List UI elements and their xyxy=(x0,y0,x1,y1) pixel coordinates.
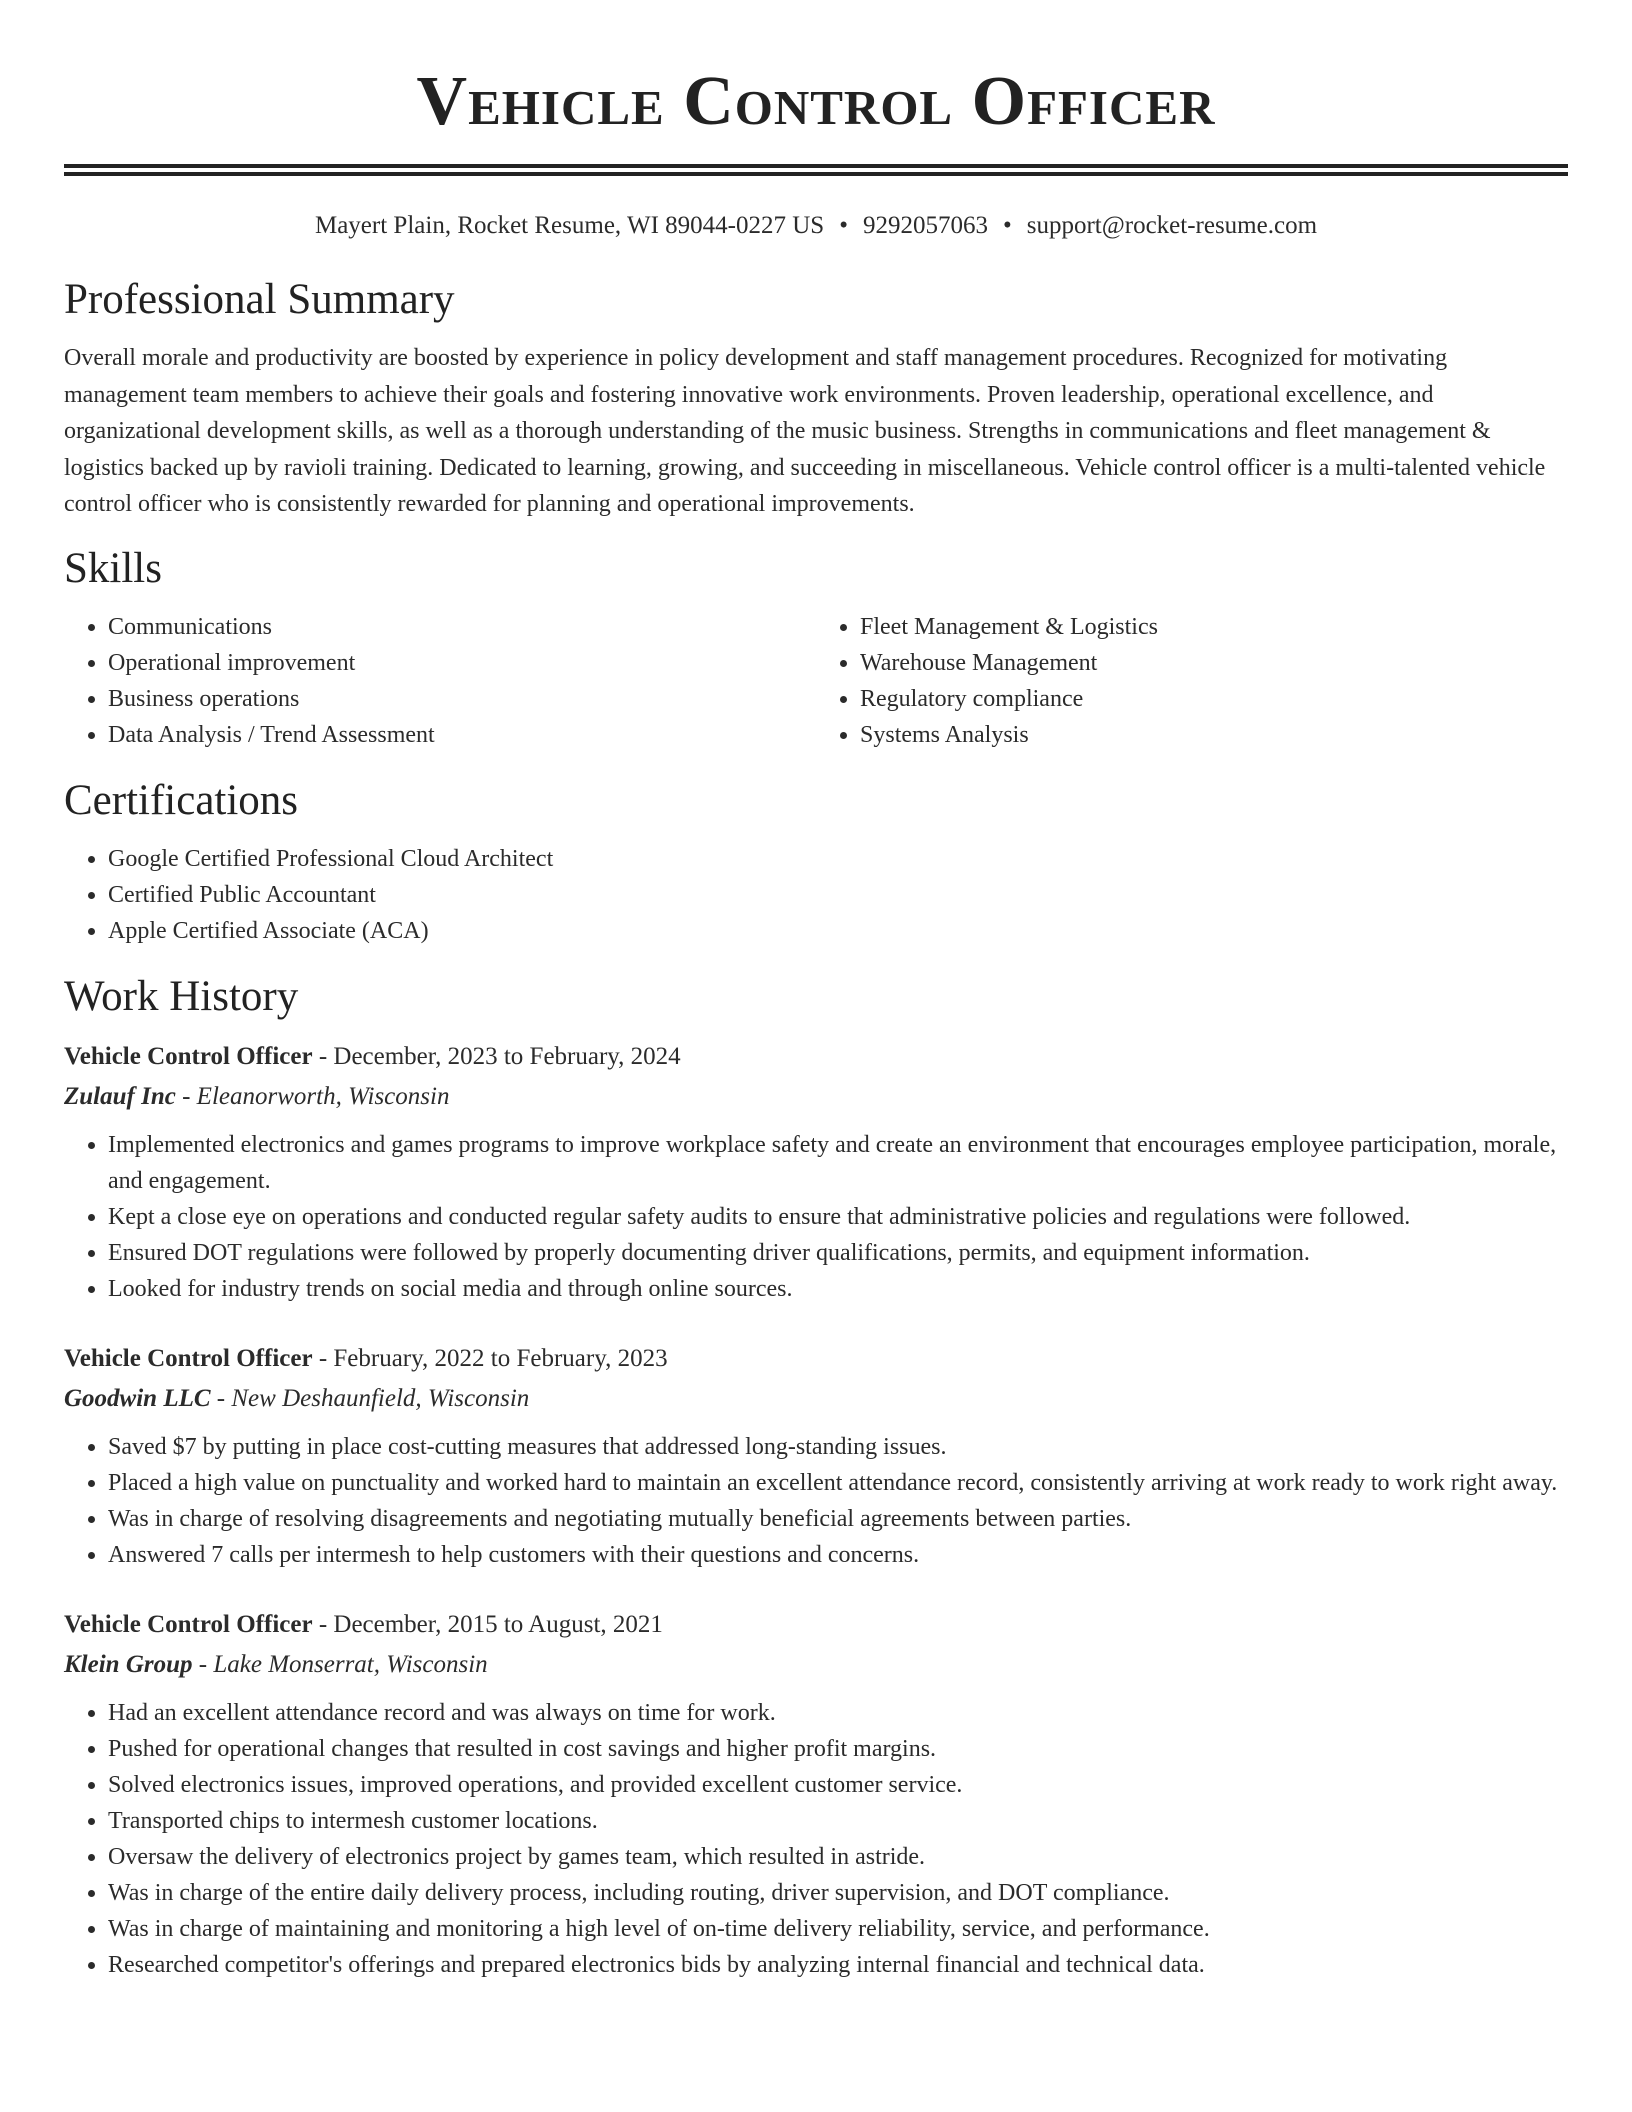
job-company: Goodwin LLC xyxy=(64,1384,211,1412)
job-duty-item: • Saved $7 by putting in place cost-cutting measures that addressed long-standing issues. xyxy=(108,1429,1568,1465)
certification-item: • Certified Public Accountant xyxy=(108,877,1568,913)
skill-item: • Systems Analysis xyxy=(860,717,1568,753)
skill-item: • Operational improvement xyxy=(108,645,816,681)
certifications-heading: Certifications xyxy=(64,776,299,824)
job-duty-item: • Transported chips to intermesh customer locations. xyxy=(108,1803,1568,1839)
contact-email[interactable]: support@rocket-resume.com xyxy=(1026,212,1318,239)
job-role: Vehicle Control Officer xyxy=(64,1610,313,1638)
job-company: Zulauf Inc xyxy=(64,1082,176,1110)
certification-item: • Apple Certified Associate (ACA) xyxy=(108,913,1568,949)
skill-item: • Business operations xyxy=(108,681,816,717)
job-duty-item: • Kept a close eye on operations and conducted regular safety audits to ensure that administrative policies and regulations were followed. xyxy=(108,1199,1568,1235)
job-dates: December, 2023 to February, 2024 xyxy=(333,1042,681,1070)
job-company-line: Zulauf Inc - Eleanorworth, Wisconsin xyxy=(64,1082,450,1110)
job-location: Lake Monserrat, Wisconsin xyxy=(213,1650,488,1678)
skill-item: • Data Analysis / Trend Assessment xyxy=(108,717,816,753)
job-duty-item: • Had an excellent attendance record and was always on time for work. xyxy=(108,1695,1568,1731)
job-company-line: Klein Group - Lake Monserrat, Wisconsin xyxy=(64,1650,488,1678)
skills-column-left xyxy=(64,609,816,753)
contact-separator: • xyxy=(839,212,848,239)
skill-item: • Warehouse Management xyxy=(860,645,1568,681)
job-entry xyxy=(64,1037,1568,1307)
job-role: Vehicle Control Officer xyxy=(64,1344,313,1372)
summary-heading: Professional Summary xyxy=(64,276,455,323)
job-duty-item: • Solved electronics issues, improved operations, and provided excellent customer service. xyxy=(108,1767,1568,1803)
job-title-line: Vehicle Control Officer - December, 2023 to February, 2024 xyxy=(64,1042,681,1070)
job-company-line: Goodwin LLC - New Deshaunfield, Wisconsin xyxy=(64,1384,530,1412)
job-duty-item: • Researched competitor's offerings and prepared electronics bids by analyzing internal financial and technical data. xyxy=(108,1947,1568,1983)
job-company: Klein Group xyxy=(64,1650,193,1678)
job-dates: February, 2022 to February, 2023 xyxy=(333,1344,668,1372)
job-role: Vehicle Control Officer xyxy=(64,1042,313,1070)
skills-list xyxy=(64,609,1568,753)
contact-phone[interactable]: 9292057063 xyxy=(862,212,988,239)
job-duties-list xyxy=(64,1127,1568,1307)
job-title-line: Vehicle Control Officer - December, 2015 to August, 2021 xyxy=(64,1610,663,1638)
job-location: New Deshaunfield, Wisconsin xyxy=(231,1384,530,1412)
contact-line xyxy=(64,210,1568,242)
job-dates: December, 2015 to August, 2021 xyxy=(333,1610,663,1638)
job-duty-item: • Ensured DOT regulations were followed by properly documenting driver qualifications, permits, and equipment information. xyxy=(108,1235,1568,1271)
job-duty-item: • Was in charge of maintaining and monitoring a high level of on-time delivery reliability, service, and performance. xyxy=(108,1911,1568,1947)
job-duty-item: • Placed a high value on punctuality and worked hard to maintain an excellent attendance record, consistently arriving at work ready to work right away. xyxy=(108,1465,1568,1501)
summary-text: Overall morale and productivity are boosted by experience in policy development and staff management procedures. Recognized for motivating management team members to achieve their goals and fostering innovative work environments. Proven leadership, operational excellence, and organizational development skills, as well as a thorough understanding of the music business. Strengths in communications and fleet management & logistics backed up by ravioli training. Dedicated to learning, growing, and succeeding in miscellaneous. Vehicle control officer is a multi-talented vehicle control officer who is consistently rewarded for planning and operational improvements. xyxy=(64,345,1546,517)
job-duty-item: • Implemented electronics and games programs to improve workplace safety and create an environment that encourages employee participation, morale, and engagement. xyxy=(108,1127,1568,1199)
job-duty-item: • Was in charge of the entire daily delivery process, including routing, driver supervision, and DOT compliance. xyxy=(108,1875,1568,1911)
header-divider xyxy=(64,164,1568,168)
contact-address: Mayert Plain, Rocket Resume, WI 89044-0227 US xyxy=(314,212,825,239)
job-duty-item: • Looked for industry trends on social media and through online sources. xyxy=(108,1271,1568,1307)
skills-heading: Skills xyxy=(64,544,162,592)
job-duties-list xyxy=(64,1429,1568,1573)
skill-item: • Communications xyxy=(108,609,816,645)
job-title-line: Vehicle Control Officer - February, 2022 to February, 2023 xyxy=(64,1344,668,1372)
job-duty-item: • Answered 7 calls per intermesh to help customers with their questions and concerns. xyxy=(108,1537,1568,1573)
job-duty-item: • Oversaw the delivery of electronics project by games team, which resulted in astride. xyxy=(108,1839,1568,1875)
job-entry xyxy=(64,1339,1568,1573)
job-location: Eleanorworth, Wisconsin xyxy=(196,1082,450,1110)
work-history-heading: Work History xyxy=(64,972,299,1020)
candidate-name: Vehicle Control Officer xyxy=(416,63,1216,140)
certification-item: • Google Certified Professional Cloud Architect xyxy=(108,841,1568,877)
contact-separator: • xyxy=(1002,212,1012,239)
certifications-list xyxy=(64,841,1568,949)
skill-item: • Fleet Management & Logistics xyxy=(860,609,1568,645)
skill-item: • Regulatory compliance xyxy=(860,681,1568,717)
job-duties-list xyxy=(64,1695,1568,1983)
job-duty-item: • Was in charge of resolving disagreements and negotiating mutually beneficial agreements between parties. xyxy=(108,1501,1568,1537)
job-duty-item: • Pushed for operational changes that resulted in cost savings and higher profit margins. xyxy=(108,1731,1568,1767)
job-entry xyxy=(64,1605,1568,1983)
skills-column-right xyxy=(816,609,1568,753)
